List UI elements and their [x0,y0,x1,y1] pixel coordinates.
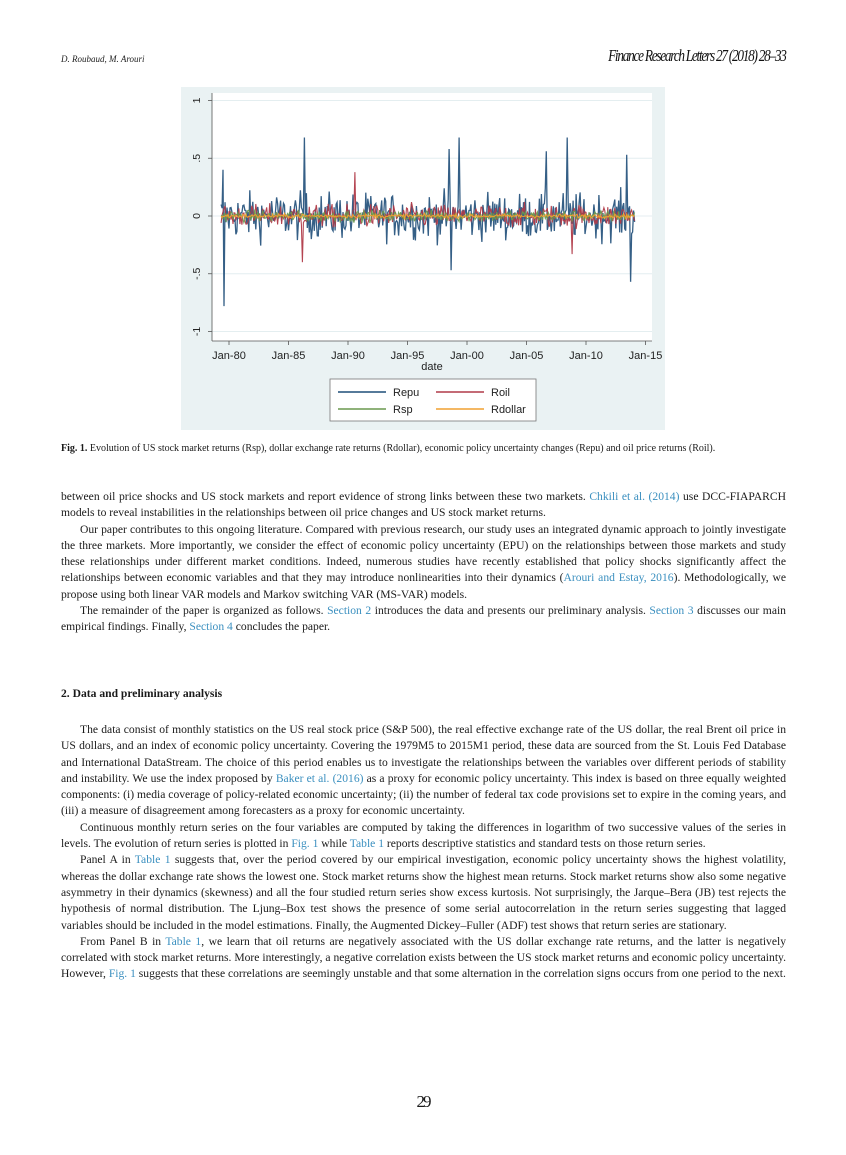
legend-label: Rdollar [491,404,526,416]
paragraph [61,603,786,636]
intro-paragraphs [61,489,786,636]
text: while [318,837,350,851]
legend-label: Roil [491,387,510,399]
text: concludes the paper. [232,620,331,634]
table-link[interactable]: Table 1 [134,853,171,867]
text: ). Methodologically, we propose using both linear VAR models and Markov switching VAR (MS-VAR) models. [61,571,786,601]
text: The data consist of monthly statistics on the US real stock price (S&P 500), the real effective exchange rate of the US dollar, the real Brent oil price in US dollars, and an index of economic policy uncertainty. Covering the 1979M5 to 2015M1 period, these data are sourced from the St. Louis Fed Database and International DataStream. The choice of this period enables us to investigate the relationships between the variables over different periods of stability and instability. We use the index proposed by [61,723,786,785]
legend-label: Repu [393,387,420,399]
citation-link[interactable]: Baker et al. (2016) [275,771,364,785]
line-chart [181,87,665,430]
figure-label: Fig. 1. [61,443,88,454]
x-tick-label: Jan-10 [569,350,603,362]
text: reports descriptive statistics and standard tests on those return series. [384,837,706,851]
text: , we learn that oil returns are negatively associated with the US dollar exchange rate returns, and the latter is negatively correlated with stock market returns. More interestingly, a negative correlation exists between the US stock market returns and economic policy uncertainty. However, [61,934,786,981]
paragraph [61,722,786,820]
authors: D. Roubaud, M. Arouri [61,54,145,64]
citation-link[interactable]: Chkili et al. (2014) [589,490,680,503]
section-2-paragraphs [61,722,786,983]
figure-link[interactable]: Fig. 1 [108,967,136,981]
y-tick-label: -1 [191,326,203,337]
x-tick-label: Jan-95 [390,350,425,362]
x-axis-label: date [421,361,443,373]
x-tick-label: Jan-15 [628,350,663,362]
y-tick-label: 1 [191,97,203,104]
y-tick-label: -.5 [191,267,203,280]
text: discusses our main empirical findings. Finally, [61,604,786,634]
text: suggests that these correlations are seemingly unstable and that some alternation in the correlation signs occurs from one period to the next. [135,967,786,981]
text: Our paper contributes to this ongoing literature. Compared with previous research, our study uses an integrated dynamic approach to jointly investigate the three markets. More importantly, we consider the effect of economic policy uncertainty (EPU) on the relationships between those markets and study these relationships under different market conditions. Indeed, numerous studies have recently established that policy shocks significantly affect the relationships between economic variables and that they may introduce nonlinearities into their dynamics ( [61,522,786,585]
paragraph [61,852,786,933]
section-link[interactable]: Section 2 [327,604,372,618]
text: suggests that, over the period covered by our empirical investigation, economic policy uncertainty shows the highest volatility, whereas the dollar exchange rate shows the lowest one. Stock market returns show the highest mean returns. Stock market returns show also some negative asymmetry in their dynamics (skewness) and all the four studied return series show excess kurtosis. Not surprisingly, the Jarque–Bera (JB) test rejects the hypothesis of normal distribution. The Ljung–Box test shows the presence of some serial autocorrelation in the return series suggesting that lagged variables should be included in the model estimations. Finally, the Augmented Dickey–Fuller (ADF) test shows that return series are stationary. [61,853,787,932]
text: between oil price shocks and US stock markets and report evidence of strong links between these two markets. [61,490,590,503]
text: The remainder of the paper is organized as follows. [80,604,328,618]
text: Continuous monthly return series on the four variables are computed by taking the differences in logarithm of two successive values of the series in levels. The evolution of return series is plotted in [61,820,786,851]
x-tick-label: Jan-90 [331,350,365,362]
text: From Panel B in [80,934,166,948]
section-link[interactable]: Section 4 [189,620,233,634]
text: Panel A in [80,853,135,867]
figure-link[interactable]: Fig. 1 [291,837,319,851]
page-number: 29 [416,1092,430,1111]
text: use DCC-FIAPARCH models to reveal instabilities in the relationships between oil price changes and US stock market returns. [61,490,786,520]
section-heading: 2. Data and preliminary analysis [61,687,223,700]
paragraph [61,522,786,603]
table-link[interactable]: Table 1 [165,934,202,948]
x-tick-label: Jan-80 [212,350,246,362]
paragraph [61,820,786,853]
y-tick-label: .5 [191,153,203,163]
section-link[interactable]: Section 3 [649,604,694,618]
legend [330,379,536,421]
journal-citation: Finance Research Letters 27 (2018) 28–33 [608,46,786,65]
x-tick-label: Jan-00 [450,350,484,362]
x-tick-label: Jan-85 [271,350,306,362]
text: as a proxy for economic policy uncertainty. This index is based on three equally weighted components: (i) media coverage of policy-related economic uncertainty; (ii) the number of federal tax code provisions set to expire in the coming years, and (iii) a measure of disagreement among forecasters as a proxy for economic uncertainty. [61,771,786,818]
figure-1-chart [181,87,665,430]
table-link[interactable]: Table 1 [349,837,385,851]
figure-caption [61,441,786,456]
legend-label: Rsp [393,404,413,416]
figure-caption-text: Evolution of US stock market returns (Rsp), dollar exchange rate returns (Rdollar), economic policy uncertainty changes (Repu) and oil price returns (Roil). [89,443,716,454]
paragraph [61,934,786,983]
running-head [61,46,786,70]
x-tick-label: Jan-05 [509,350,544,362]
paragraph [61,489,786,522]
text: introduces the data and presents our preliminary analysis. [371,604,650,618]
citation-link[interactable]: Arouri and Estay, 2016 [563,571,674,585]
y-tick-label: 0 [191,213,203,219]
